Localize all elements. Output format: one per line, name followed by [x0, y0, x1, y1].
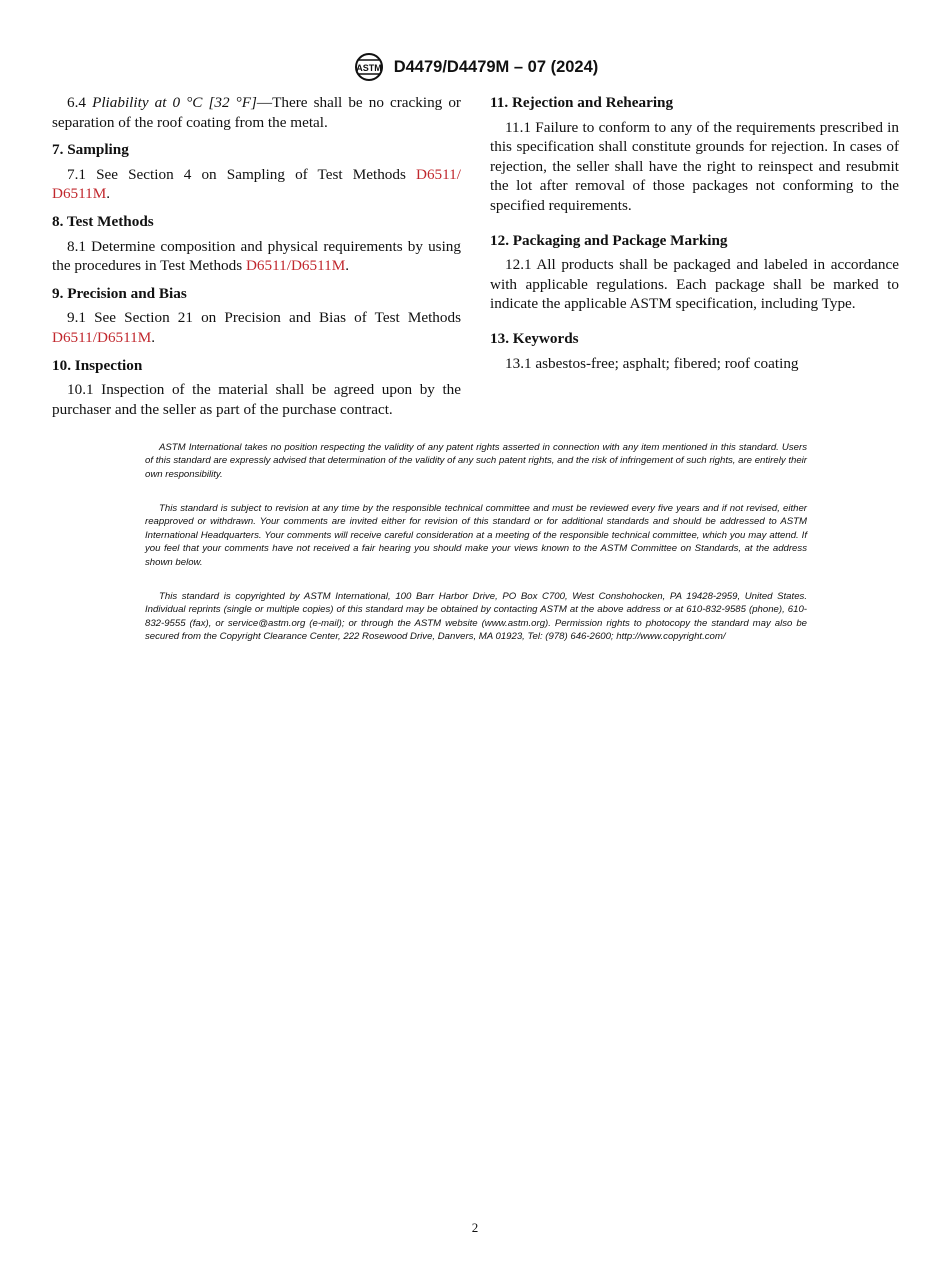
heading-test-methods: 8. Test Methods	[52, 212, 154, 230]
paragraph-text-end: .	[345, 257, 350, 275]
heading-rejection-rehearing: 11. Rejection and Rehearing	[490, 94, 674, 111]
paragraph-text: 7.1 See Section 4 on Sampling of Test Methods	[67, 165, 416, 183]
italic-term: Pliability at 0 °C [32 °F]	[92, 94, 257, 111]
revision-notice: This standard is subject to revision at any time by the responsible technical committee and must be reviewed every five years and if not revised, either reapproved or withdrawn. Your comments are invited either for revision of this standard or for additional standards and should be addressed to ASTM International Headquarters. Your comments will receive careful consideration at a meeting of the responsible technical committee, which you may attend. If you feel that your comments have not received a fair hearing you should make your views known to the ASTM Committee on Standards, at the address shown below.	[145, 503, 807, 568]
left-column	[52, 93, 461, 427]
heading-precision-bias: 9. Precision and Bias	[52, 284, 187, 302]
paragraph-13-1: 13.1 asbestos-free; asphalt; fibered; roof coating	[505, 354, 799, 372]
paragraph-11-1: 11.1 Failure to conform to any of the requirements prescribed in this specification shall constitute grounds for rejection. In cases of rejection, the seller shall have the right to reinspect and resubmit the lot after removal of those packages not conforming to the specified requirements.	[490, 118, 899, 214]
heading-packaging-marking: 12. Packaging and Package Marking	[490, 231, 728, 249]
paragraph-7-1	[52, 165, 461, 204]
paragraph-text: 8.1 Determine composition and physical requirements by using the procedures in Test Methods	[52, 237, 461, 275]
heading-inspection: 10. Inspection	[52, 356, 143, 374]
heading-sampling: 7. Sampling	[52, 141, 129, 159]
svg-text:ASTM: ASTM	[355, 63, 382, 73]
page-header	[0, 52, 950, 82]
paragraph-8-1	[52, 237, 461, 276]
astm-logo-icon	[352, 52, 386, 82]
paragraph-text-end: .	[151, 328, 156, 346]
paragraph-10-1: 10.1 Inspection of the material shall be agreed upon by the purchaser and the seller as part of the purchase contract.	[52, 381, 461, 418]
paragraph-text: —There shall be no cracking or separation of the roof coating from the metal.	[52, 94, 461, 131]
paragraph-number: 6.4	[67, 94, 93, 111]
page-number: 2	[471, 1220, 479, 1235]
document-designation: D4479/D4479M – 07 (2024)	[393, 57, 599, 76]
test-method-link[interactable]: D6511/D6511M	[245, 257, 346, 275]
paragraph-text-end: .	[106, 185, 111, 203]
paragraph-12-1: 12.1 All products shall be packaged and labeled in accordance with applicable regulations. Each package shall be marked to indicate the applicable ASTM specification, including Type.	[490, 256, 899, 313]
paragraph-text: 9.1 See Section 21 on Precision and Bias of Test Methods	[67, 309, 461, 327]
test-method-link[interactable]: D6511/ D6511M	[52, 165, 461, 203]
copyright-notice: This standard is copyrighted by ASTM International, 100 Barr Harbor Drive, PO Box C700, West Conshohocken, PA 19428-2959, United States. Individual reprints (single or multiple copies) of this standard may be obtained by contacting ASTM at the above address or at 610-832-9585 (phone), 610-832-9555 (fax), or service@astm.org (e-mail); or through the ASTM website (www.astm.org). Permission rights to photocopy the standard may also be secured from the Copyright Clearance Center, 222 Rosewood Drive, Danvers, MA 01923, Tel: (978) 646-2600; http://www.copyright.com/	[145, 591, 807, 643]
right-column	[490, 93, 899, 381]
paragraph-6-4	[52, 93, 461, 132]
test-method-link[interactable]: D6511/D6511M	[52, 328, 152, 346]
patent-notice: ASTM International takes no position respecting the validity of any patent rights asserted in connection with any item mentioned in this standard. Users of this standard are expressly advised that determination of the validity of any such patent rights, and the risk of infringement of such rights, are entirely their own responsibility.	[145, 442, 807, 480]
heading-keywords: 13. Keywords	[490, 329, 579, 347]
paragraph-9-1	[52, 308, 461, 347]
